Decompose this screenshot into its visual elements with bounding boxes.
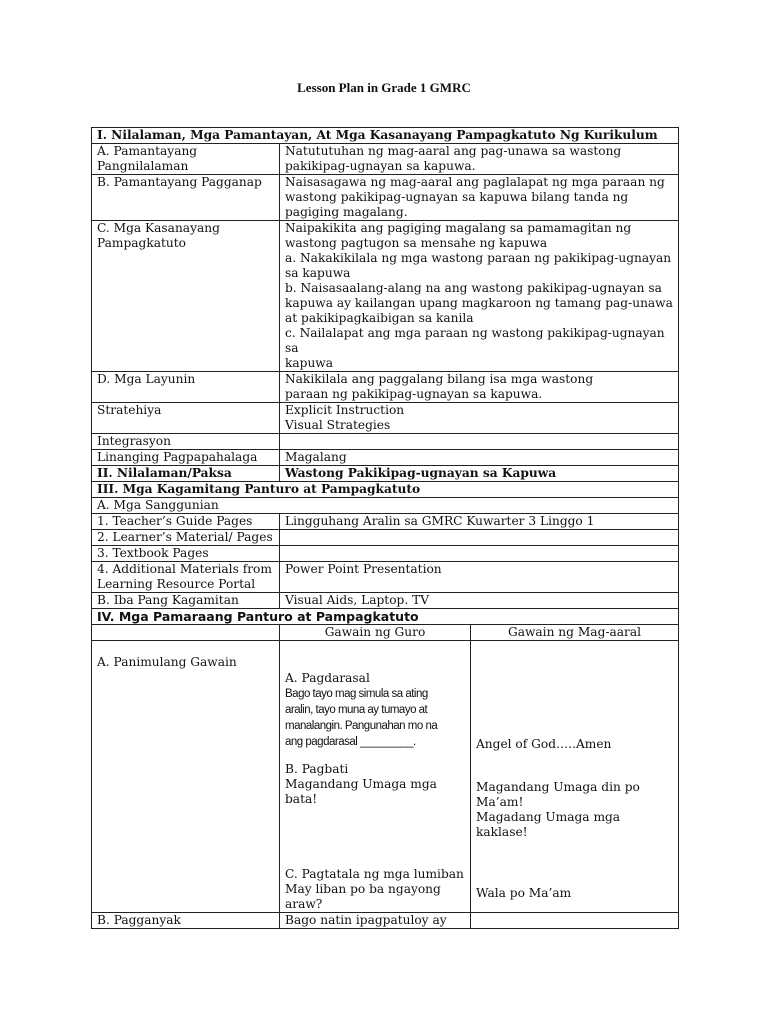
- teacher-activities-cell: Bago natin ipagpatuloy ay: [280, 913, 471, 929]
- row-value: Visual Aids, Laptop. TV: [280, 593, 679, 609]
- row-label: A. Mga Sanggunian: [92, 498, 679, 514]
- section-3-heading: III. Mga Kagamitang Panturo at Pampagkatuto: [92, 482, 679, 498]
- pagdarasal-text: Bago tayo mag simula sa ating aralin, tayo muna ay tumayo at manalangin. Pangunahan mo na ang pagdarasal _________.: [285, 688, 438, 748]
- student-activities-cell: [471, 913, 679, 929]
- row-value: Naipakikita ang pagiging magalang sa pamamagitan ng wastong pagtugon sa mensahe ng kapuwa a. Nakakikilala ng mga wastong paraan ng pakikipag-ugnayan sa kapuwa b. Naisasaalang-alang na ang wastong pakikipag-ugnayan sa kapuwa ay kailangan upang magkaroon ng tamang pag-unawa at pakikipagkaibigan sa kanila c. Nailalapat ang mga paraan ng wastong pakikipag-ugnayan sa kapuwa: [280, 221, 679, 372]
- table-row: [92, 514, 679, 530]
- student-greeting: Magadang Umaga mga: [476, 810, 621, 824]
- table-row: [92, 144, 679, 175]
- table-row: [92, 221, 679, 372]
- student-greeting: Ma’am!: [476, 795, 524, 809]
- row-label: Linanging Pagpapahalaga: [92, 450, 280, 466]
- row-label: Integrasyon: [92, 434, 280, 450]
- row-value: Power Point Presentation: [280, 562, 679, 593]
- row-value: Magalang: [280, 450, 679, 466]
- row-label: B. Pagganyak: [92, 913, 280, 929]
- row-label: B. Iba Pang Kagamitan: [92, 593, 280, 609]
- table-row: [92, 175, 679, 221]
- row-label: B. Pamantayang Pagganap: [92, 175, 280, 221]
- table-row: [92, 372, 679, 403]
- pagbati-title: B. Pagbati: [285, 762, 349, 776]
- section-3-heading-row: [92, 482, 679, 498]
- table-row: [92, 498, 679, 514]
- row-value: Naisasagawa ng mag-aaral ang paglalapat ng mga paraan ng wastong pakikipag-ugnayan sa kapuwa bilang tanda ng pagiging magalang.: [280, 175, 679, 221]
- row-label: 1. Teacher’s Guide Pages: [92, 514, 280, 530]
- table-row: [92, 593, 679, 609]
- pagdarasal-title: A. Pagdarasal: [285, 671, 370, 685]
- empty-header-cell: [92, 625, 280, 641]
- row-value: Lingguhang Aralin sa GMRC Kuwarter 3 Linggo 1: [280, 514, 679, 530]
- table-row: [92, 450, 679, 466]
- section-1-heading-row: [92, 128, 679, 144]
- teacher-activities-cell: [280, 641, 471, 913]
- column-header-teacher: Gawain ng Guro: [280, 625, 471, 641]
- row-label: 3. Textbook Pages: [92, 546, 280, 562]
- section-2-row: [92, 466, 679, 482]
- table-row: [92, 562, 679, 593]
- student-greeting: Magandang Umaga din po: [476, 780, 640, 794]
- pagtatala-text: May liban po ba ngayong: [285, 882, 441, 896]
- section-4-heading: IV. Mga Pamaraang Panturo at Pampagkatuto: [92, 609, 679, 625]
- student-greeting: kaklase!: [476, 825, 528, 839]
- row-value: [280, 434, 679, 450]
- section-2-value: Wastong Pakikipag-ugnayan sa Kapuwa: [280, 466, 679, 482]
- row-label: D. Mga Layunin: [92, 372, 280, 403]
- column-header-student: Gawain ng Mag-aaral: [471, 625, 679, 641]
- row-label: Stratehiya: [92, 403, 280, 434]
- section-2-heading: II. Nilalaman/Paksa: [92, 466, 280, 482]
- pagtatala-text: araw?: [285, 897, 323, 911]
- student-activities-cell: [471, 641, 679, 913]
- row-label: C. Mga Kasanayang Pampagkatuto: [92, 221, 280, 372]
- row-value: Explicit Instruction Visual Strategies: [280, 403, 679, 434]
- student-prayer: Angel of God…..Amen: [476, 737, 612, 751]
- table-row: [92, 434, 679, 450]
- row-label: 4. Additional Materials from Learning Resource Portal: [92, 562, 280, 593]
- section-4-heading-row: [92, 609, 679, 625]
- row-value: [280, 530, 679, 546]
- row-label: A. Panimulang Gawain: [92, 641, 280, 913]
- page-title: Lesson Plan in Grade 1 GMRC: [297, 80, 471, 95]
- student-absent-reply: Wala po Ma’am: [476, 886, 572, 900]
- section-1-heading: I. Nilalaman, Mga Pamantayan, At Mga Kasanayang Pampagkatuto Ng Kurikulum: [92, 128, 679, 144]
- table-row-pagganyak: [92, 913, 679, 929]
- pagbati-text: Magandang Umaga mga bata!: [285, 777, 437, 806]
- row-label: 2. Learner’s Material/ Pages: [92, 530, 280, 546]
- lesson-plan-table: [91, 127, 679, 929]
- table-row: [92, 403, 679, 434]
- table-header-row: [92, 625, 679, 641]
- pagtatala-title: C. Pagtatala ng mga lumiban: [285, 867, 464, 881]
- row-label: A. Pamantayang Pangnilalaman: [92, 144, 280, 175]
- row-value: [280, 546, 679, 562]
- row-value: Natututuhan ng mag-aaral ang pag-unawa sa wastong pakikipag-ugnayan sa kapuwa.: [280, 144, 679, 175]
- table-row: [92, 530, 679, 546]
- table-row: [92, 546, 679, 562]
- row-value: Nakikilala ang paggalang bilang isa mga wastong paraan ng pakikipag-ugnayan sa kapuwa.: [280, 372, 679, 403]
- table-row-panimula: [92, 641, 679, 913]
